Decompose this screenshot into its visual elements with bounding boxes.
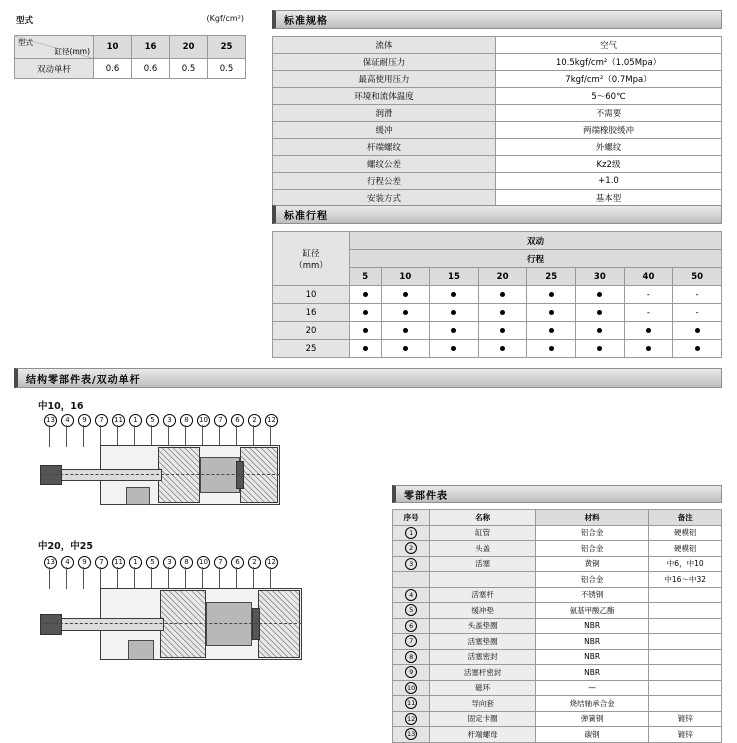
parts-row-name: 活塞杆 — [430, 587, 536, 603]
stroke-col-5: 5 — [350, 268, 382, 286]
callout-marker: 4 — [61, 556, 74, 569]
table-row — [273, 37, 722, 54]
parts-row-number — [393, 680, 430, 696]
callout-marker: 11 — [112, 414, 125, 427]
parts-row-remark — [649, 603, 722, 619]
stroke-available-mark — [478, 286, 527, 304]
callout-leader-line — [253, 425, 254, 447]
cylinder-head-2 — [160, 590, 206, 658]
parts-row-material: 黄铜 — [535, 556, 649, 572]
parts-row-number — [393, 711, 430, 727]
callout-leader-line — [253, 567, 254, 589]
port-boss-1 — [126, 487, 150, 505]
stroke-col-15: 15 — [430, 268, 479, 286]
stroke-unavailable-mark: - — [624, 304, 673, 322]
parts-header-material: 材料 — [535, 510, 649, 526]
piston-1 — [200, 457, 240, 493]
table-row — [273, 54, 722, 71]
parts-row-name: 固定卡圈 — [430, 711, 536, 727]
rod-end-nut-2 — [40, 614, 62, 635]
callout-leader-line — [219, 567, 220, 589]
table-row — [393, 634, 722, 650]
callout-leader-line — [168, 425, 169, 447]
parts-row-remark — [649, 680, 722, 696]
table-row — [273, 190, 722, 207]
callout-leader-line — [117, 425, 118, 447]
stroke-available-mark — [576, 286, 625, 304]
table-row — [393, 711, 722, 727]
parts-row-number — [393, 541, 430, 557]
table-row — [273, 71, 722, 88]
parts-row-number — [393, 634, 430, 650]
callout-leader-line — [49, 425, 50, 447]
table-row — [273, 340, 722, 358]
stroke-available-mark — [478, 322, 527, 340]
callout-leader-line — [117, 567, 118, 589]
parts-number-badge: 2 — [405, 542, 417, 554]
parts-number-badge: 5 — [405, 604, 417, 616]
stroke-available-mark — [430, 286, 479, 304]
callout-marker: 9 — [78, 414, 91, 427]
min-pressure-table-block — [14, 14, 246, 79]
stroke-available-mark — [430, 340, 479, 358]
figure1-drawing — [40, 445, 280, 505]
table-row — [273, 105, 722, 122]
stroke-unavailable-mark: - — [673, 304, 722, 322]
spec-key: 最高使用压力 — [273, 71, 496, 88]
stroke-available-mark — [350, 304, 382, 322]
parts-row-number — [393, 665, 430, 681]
callout-marker: 7 — [214, 556, 227, 569]
parts-row-name: 缓冲垫 — [430, 603, 536, 619]
callout-leader-line — [236, 425, 237, 447]
parts-row-material: NBR — [535, 649, 649, 665]
table-row — [15, 59, 246, 79]
parts-row-name: 头盖 — [430, 541, 536, 557]
parts-row-material: NBR — [535, 618, 649, 634]
figure1-title: 中10，16 — [38, 401, 84, 412]
parts-number-badge: 12 — [407, 714, 416, 723]
callout-leader-line — [134, 425, 135, 447]
spec-key: 螺纹公差 — [273, 156, 496, 173]
table-row — [393, 649, 722, 665]
cylinder-cap-1 — [240, 447, 278, 503]
callout-marker: 8 — [180, 556, 193, 569]
callout-leader-line — [83, 425, 84, 447]
callout-marker: 10 — [197, 414, 210, 427]
callout-leader-line — [83, 567, 84, 589]
parts-row-number — [393, 618, 430, 634]
stroke-available-mark — [478, 304, 527, 322]
callout-leader-line — [270, 567, 271, 589]
parts-number-badge: 13 — [407, 730, 416, 739]
parts-row-material: 碳钢 — [535, 727, 649, 743]
table-row — [393, 541, 722, 557]
min-pressure-value-10: 0.6 — [94, 59, 132, 79]
parts-row-name: 活塞密封 — [430, 649, 536, 665]
stroke-row-bore: 16 — [273, 304, 350, 322]
figure2-title: 中20，中25 — [38, 541, 93, 552]
parts-number-badge: 9 — [405, 666, 417, 678]
stroke-available-mark — [673, 340, 722, 358]
stroke-available-mark — [350, 340, 382, 358]
parts-row-remark — [649, 649, 722, 665]
stroke-bore-label — [273, 232, 350, 286]
spec-section-header: 标准规格 — [272, 10, 722, 29]
spec-value: 7kgf/cm²（0.7Mpa） — [496, 71, 722, 88]
rod-end-nut-1 — [40, 465, 62, 485]
min-pressure-value-25: 0.5 — [208, 59, 246, 79]
center-line-1 — [40, 474, 280, 475]
parts-row-remark: 镀锌 — [649, 711, 722, 727]
parts-row-number — [393, 603, 430, 619]
parts-row-material: 弹簧钢 — [535, 711, 649, 727]
callout-leader-line — [49, 567, 50, 589]
min-pressure-corner-tl: 型式 — [18, 38, 33, 47]
spec-value: 不需要 — [496, 105, 722, 122]
parts-row-material: NBR — [535, 665, 649, 681]
spec-key: 杆端螺纹 — [273, 139, 496, 156]
cylinder-head-1 — [158, 447, 200, 503]
callout-marker: 1 — [129, 556, 142, 569]
parts-row-name: 活塞杆密封 — [430, 665, 536, 681]
table-row — [273, 304, 722, 322]
parts-number-badge: 11 — [407, 699, 416, 708]
min-pressure-bore-10: 10 — [94, 36, 132, 59]
parts-number-badge: 3 — [405, 558, 417, 570]
stroke-available-mark — [381, 304, 430, 322]
callout-marker: 7 — [95, 414, 108, 427]
table-row — [393, 618, 722, 634]
callout-marker: 13 — [44, 414, 57, 427]
parts-number-badge: 1 — [405, 527, 417, 539]
table-row — [273, 173, 722, 190]
callout-leader-line — [185, 567, 186, 589]
callout-leader-line — [202, 425, 203, 447]
min-pressure-table — [14, 35, 246, 79]
callout-marker: 5 — [146, 556, 159, 569]
callout-marker: 7 — [214, 414, 227, 427]
parts-row-name: 活塞 — [430, 556, 536, 572]
parts-row-remark — [649, 665, 722, 681]
stroke-available-mark — [527, 340, 576, 358]
stroke-available-mark — [381, 340, 430, 358]
spec-value: +1.0 — [496, 173, 722, 190]
min-pressure-bore-20: 20 — [170, 36, 208, 59]
spec-key: 流体 — [273, 37, 496, 54]
callout-leader-line — [202, 567, 203, 589]
parts-row-name: 活塞垫圈 — [430, 634, 536, 650]
stroke-available-mark — [527, 304, 576, 322]
min-pressure-value-16: 0.6 — [132, 59, 170, 79]
table-row — [393, 665, 722, 681]
callout-leader-line — [134, 567, 135, 589]
parts-row-material: 氨基甲酸乙酯 — [535, 603, 649, 619]
parts-section-header: 零部件表 — [392, 485, 722, 503]
callout-marker: 6 — [231, 556, 244, 569]
callout-marker: 13 — [44, 556, 57, 569]
parts-row-material: — — [535, 680, 649, 696]
table-row — [393, 556, 722, 572]
spec-value: 外螺纹 — [496, 139, 722, 156]
callout-marker: 8 — [180, 414, 193, 427]
spec-value: 空气 — [496, 37, 722, 54]
callout-marker: 5 — [146, 414, 159, 427]
callout-marker: 11 — [112, 556, 125, 569]
parts-row-name: 缸管 — [430, 525, 536, 541]
callout-leader-line — [185, 425, 186, 447]
stroke-section-header: 标准行程 — [272, 205, 722, 224]
stroke-available-mark — [576, 304, 625, 322]
parts-row-remark — [649, 696, 722, 712]
parts-number-badge: 7 — [405, 635, 417, 647]
min-pressure-unit-note: (Kgf/cm²) — [206, 14, 244, 23]
parts-row-number — [393, 696, 430, 712]
spec-value: 基本型 — [496, 190, 722, 207]
min-pressure-corner-bl: 缸径(mm) — [54, 47, 90, 56]
callout-marker: 12 — [265, 556, 278, 569]
piston-rod-2 — [58, 618, 164, 631]
parts-row-material: NBR — [535, 634, 649, 650]
spec-key: 缓冲 — [273, 122, 496, 139]
parts-number-badge: 4 — [405, 589, 417, 601]
callout-leader-line — [100, 567, 101, 589]
figure2-drawing — [40, 588, 302, 660]
callout-marker: 4 — [61, 414, 74, 427]
spec-key: 保证耐压力 — [273, 54, 496, 71]
callout-marker: 7 — [95, 556, 108, 569]
parts-row-number — [393, 525, 430, 541]
spec-key: 润滑 — [273, 105, 496, 122]
parts-header-name: 名称 — [430, 510, 536, 526]
callout-leader-line — [66, 425, 67, 447]
callout-marker: 2 — [248, 414, 261, 427]
callout-marker: 3 — [163, 414, 176, 427]
stroke-available-mark — [381, 286, 430, 304]
parts-row-name: 磁环 — [430, 680, 536, 696]
stroke-unavailable-mark: - — [673, 286, 722, 304]
cylinder-cap-2 — [258, 590, 300, 658]
table-row — [393, 680, 722, 696]
spec-value: 两端橡胶缓冲 — [496, 122, 722, 139]
callout-marker: 1 — [129, 414, 142, 427]
stroke-available-mark — [576, 322, 625, 340]
stroke-available-mark — [527, 322, 576, 340]
callout-leader-line — [236, 567, 237, 589]
parts-table — [392, 509, 722, 743]
parts-row-material: 不锈钢 — [535, 587, 649, 603]
parts-row-remark: 镀锌 — [649, 727, 722, 743]
table-row — [393, 727, 722, 743]
port-boss-2 — [128, 640, 154, 660]
stroke-available-mark — [624, 322, 673, 340]
table-row — [393, 603, 722, 619]
table-row — [393, 525, 722, 541]
callout-leader-line — [151, 567, 152, 589]
stroke-available-mark — [430, 322, 479, 340]
min-pressure-bore-16: 16 — [132, 36, 170, 59]
parts-row-name — [430, 572, 536, 588]
min-pressure-row-label: 双动单杆 — [15, 59, 94, 79]
table-row — [273, 139, 722, 156]
stroke-col-30: 30 — [576, 268, 625, 286]
stroke-unavailable-mark: - — [624, 286, 673, 304]
parts-row-number — [393, 556, 430, 572]
parts-row-remark: 中16～中32 — [649, 572, 722, 588]
parts-row-name: 杆端螺母 — [430, 727, 536, 743]
stroke-available-mark — [624, 340, 673, 358]
stroke-bore-label-line1: 缸径 — [302, 248, 320, 259]
parts-row-number — [393, 587, 430, 603]
stroke-available-mark — [381, 322, 430, 340]
stroke-table — [272, 231, 722, 358]
min-pressure-value-20: 0.5 — [170, 59, 208, 79]
stroke-available-mark — [350, 286, 382, 304]
parts-row-material: 铝合金 — [535, 541, 649, 557]
parts-number-badge: 10 — [407, 683, 416, 692]
table-row — [273, 286, 722, 304]
piston-2 — [206, 602, 252, 646]
callout-leader-line — [66, 567, 67, 589]
parts-header-no: 序号 — [393, 510, 430, 526]
parts-row-number — [393, 727, 430, 743]
stroke-available-mark — [350, 322, 382, 340]
callout-leader-line — [100, 425, 101, 447]
spec-value: 5～60℃ — [496, 88, 722, 105]
table-row — [273, 88, 722, 105]
callout-marker: 12 — [265, 414, 278, 427]
stroke-available-mark — [673, 322, 722, 340]
stroke-group-label: 双动 — [350, 232, 722, 250]
callout-marker: 2 — [248, 556, 261, 569]
parts-row-remark: 硬模铝 — [649, 525, 722, 541]
table-row — [273, 122, 722, 139]
callout-marker: 10 — [197, 556, 210, 569]
stroke-available-mark — [478, 340, 527, 358]
parts-row-material: 铝合金 — [535, 525, 649, 541]
table-row — [393, 696, 722, 712]
stroke-row-bore: 10 — [273, 286, 350, 304]
rod-seal-1 — [236, 461, 244, 489]
piston-rod-1 — [58, 469, 162, 481]
callout-marker: 9 — [78, 556, 91, 569]
structure-section-header: 结构零部件表/双动单杆 — [14, 368, 722, 388]
callout-marker: 6 — [231, 414, 244, 427]
stroke-col-10: 10 — [381, 268, 430, 286]
parts-row-material: 烧结轴承合金 — [535, 696, 649, 712]
spec-value: Kz2级 — [496, 156, 722, 173]
callout-leader-line — [168, 567, 169, 589]
stroke-sub-label: 行程 — [350, 250, 722, 268]
callout-leader-line — [270, 425, 271, 447]
stroke-row-bore: 25 — [273, 340, 350, 358]
spec-table — [272, 36, 722, 207]
stroke-col-20: 20 — [478, 268, 527, 286]
stroke-row-bore: 20 — [273, 322, 350, 340]
parts-number-badge: 8 — [405, 651, 417, 663]
parts-row-number — [393, 572, 430, 588]
spec-value: 10.5kgf/cm²（1.05Mpa） — [496, 54, 722, 71]
center-line-2 — [40, 623, 302, 624]
stroke-col-50: 50 — [673, 268, 722, 286]
spec-key: 环境和流体温度 — [273, 88, 496, 105]
spec-key: 安装方式 — [273, 190, 496, 207]
table-row — [273, 232, 722, 250]
rod-seal-2 — [252, 608, 260, 640]
parts-row-remark: 硬模铝 — [649, 541, 722, 557]
min-pressure-corner-cell — [15, 36, 94, 59]
table-row — [273, 322, 722, 340]
stroke-col-25: 25 — [527, 268, 576, 286]
min-pressure-bore-25: 25 — [208, 36, 246, 59]
stroke-col-40: 40 — [624, 268, 673, 286]
parts-row-name: 头盖垫圈 — [430, 618, 536, 634]
parts-header-remark: 备注 — [649, 510, 722, 526]
parts-row-name: 导向套 — [430, 696, 536, 712]
stroke-available-mark — [430, 304, 479, 322]
stroke-available-mark — [527, 286, 576, 304]
parts-row-remark — [649, 587, 722, 603]
callout-marker: 3 — [163, 556, 176, 569]
parts-row-number — [393, 649, 430, 665]
min-pressure-corner-top-label: 型式 — [16, 16, 34, 26]
callout-leader-line — [219, 425, 220, 447]
table-row — [273, 156, 722, 173]
spec-key: 行程公差 — [273, 173, 496, 190]
table-row — [393, 587, 722, 603]
callout-leader-line — [151, 425, 152, 447]
parts-row-remark — [649, 634, 722, 650]
parts-row-remark: 中6，中10 — [649, 556, 722, 572]
parts-header-row — [393, 510, 722, 526]
table-row — [393, 572, 722, 588]
stroke-bore-label-line2: （mm） — [294, 260, 328, 271]
parts-number-badge: 6 — [405, 620, 417, 632]
parts-row-material: 铝合金 — [535, 572, 649, 588]
parts-row-remark — [649, 618, 722, 634]
stroke-available-mark — [576, 340, 625, 358]
table-row — [15, 36, 246, 59]
